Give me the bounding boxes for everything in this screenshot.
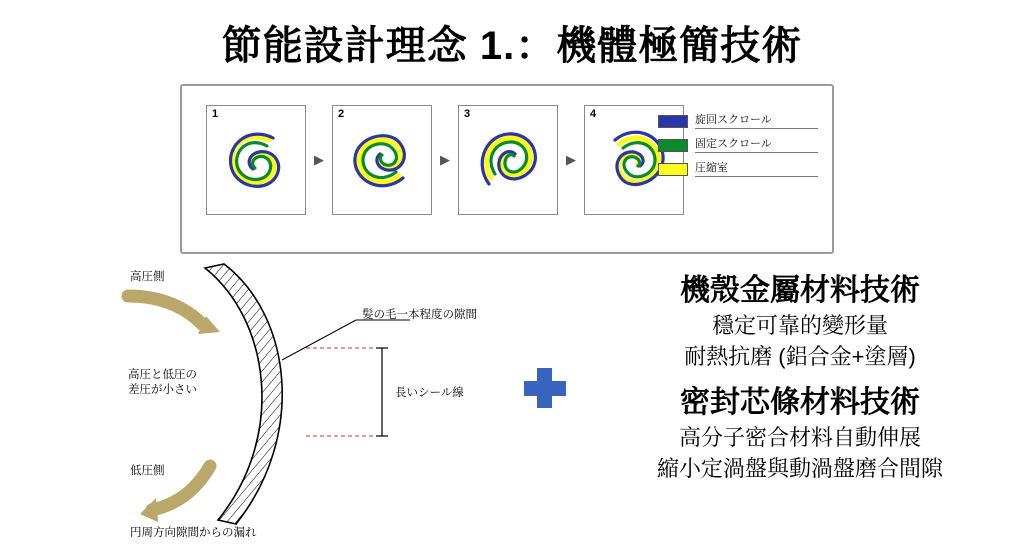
sequence-frame: [332, 105, 432, 215]
scroll-spiral-diagram: [207, 106, 305, 214]
plus-icon-vertical-bar: [537, 368, 552, 408]
scroll-sequence-panel: [180, 84, 834, 254]
label-hair-width-gap: 髪の毛一本程度の隙間: [362, 309, 477, 321]
sequence-arrow-icon: ▶: [314, 152, 324, 167]
legend-item: [658, 162, 818, 177]
sequence-frame: [458, 105, 558, 215]
scroll-spiral-diagram: [333, 106, 431, 214]
plus-icon: [524, 368, 566, 408]
sub-polymer-auto-extension: 高分子密合材料自動伸展: [678, 425, 921, 450]
heading-seal-strip-material: 密封芯條材料技術: [680, 386, 920, 419]
legend-swatch-compression-chamber: [658, 163, 688, 176]
legend-swatch-orbit-scroll: [658, 115, 688, 128]
sequence-arrow-icon: ▶: [566, 152, 576, 167]
scroll-spiral-diagram: [459, 106, 557, 214]
legend-item: [658, 138, 818, 153]
sub-heat-wear-resistance: 耐熱抗磨 (鋁合金+塗層): [684, 344, 916, 369]
label-high-pressure: 高圧側: [130, 271, 165, 283]
text-block-spacer: [588, 372, 1012, 384]
legend-swatch-fixed-scroll: [658, 139, 688, 152]
frame-number: 2: [338, 108, 345, 120]
sequence-arrow-icon: ▶: [440, 152, 450, 167]
label-circumferential-leak: 円周方向隙間からの漏れ: [130, 527, 257, 539]
technology-text-block: [588, 272, 1012, 484]
legend-label: 圧縮室: [695, 162, 818, 177]
sequence-frame: [206, 105, 306, 215]
label-pressure-difference-line2: 差圧が小さい: [128, 384, 197, 396]
frame-number: 4: [590, 108, 597, 120]
sub-stable-deformation: 穩定可靠的變形量: [711, 313, 888, 338]
seal-leakage-diagram: [110, 258, 530, 548]
label-long-seal-line: 長いシール線: [395, 387, 464, 399]
frame-number: 3: [464, 108, 471, 120]
label-pressure-difference-line1: 高圧と低圧の: [128, 369, 197, 381]
sub-reduced-clearance: 縮小定渦盤與動渦盤磨合間隙: [656, 456, 943, 481]
seal-diagram-graphic: [110, 258, 530, 548]
sequence-frames: [206, 105, 684, 215]
page-title: 節能設計理念 1.：機體極簡技術: [221, 24, 803, 68]
label-low-pressure: 低圧側: [130, 465, 165, 477]
frame-number: 1: [212, 108, 219, 120]
legend-label: 固定スクロール: [695, 138, 818, 153]
label-pressure-difference: [128, 368, 197, 398]
legend-item: [658, 114, 818, 129]
legend-label: 旋回スクロール: [695, 114, 818, 129]
legend: [658, 114, 818, 186]
heading-casing-metal-material: 機殼金屬材料技術: [680, 274, 920, 307]
